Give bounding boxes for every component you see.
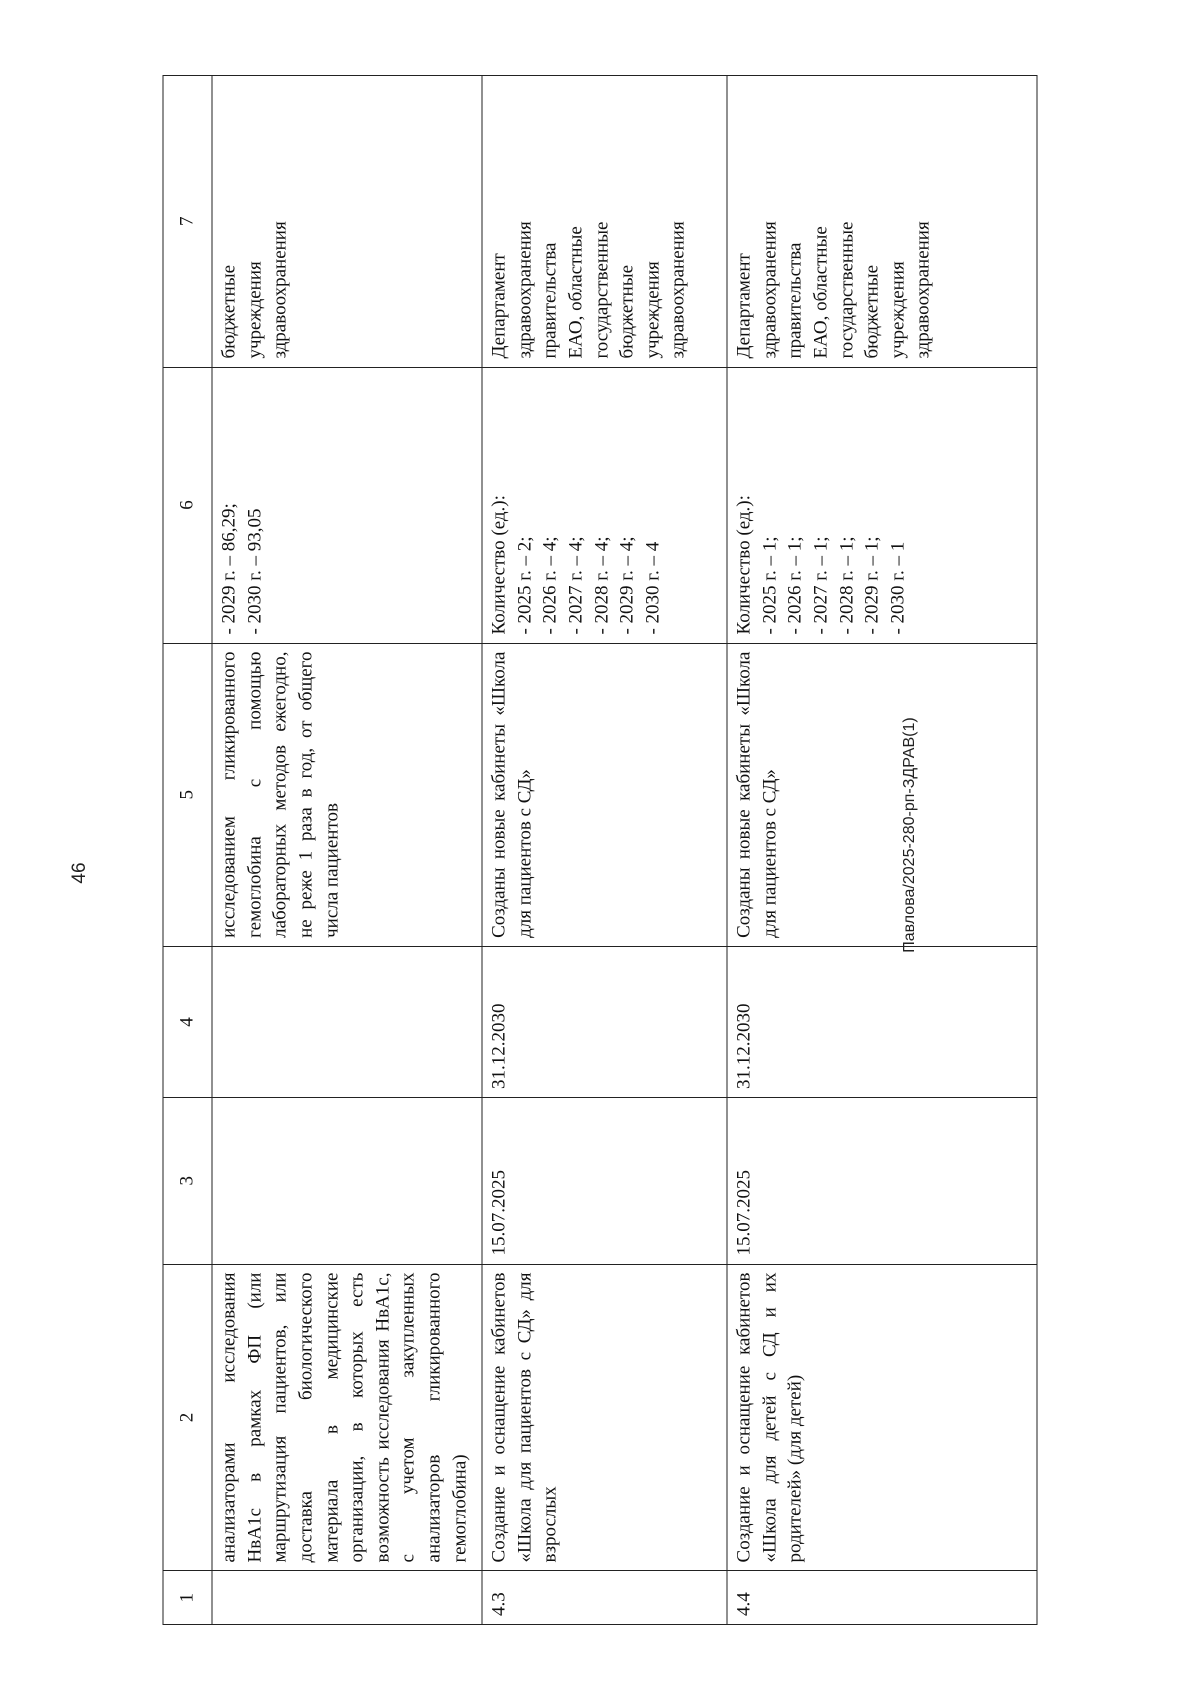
indicator-cell: - 2029 г. – 86,29; - 2030 г. – 93,05: [212, 367, 482, 643]
header-cell-4: 4: [163, 946, 212, 1097]
page-number: 46: [69, 862, 90, 884]
header-cell-5: 5: [163, 643, 212, 946]
responsible-cell: Департамент здравоохранения правительства ЕАО, областные государственные бюджетные учреждения здравоохранения: [727, 76, 1037, 368]
table-row: [212, 76, 482, 1625]
row-number-cell: [212, 1571, 482, 1625]
result-cell: исследованием гликированного гемоглобина с помощью лабораторных методов ежегодно, не реже 1 раза в год, от общего числа пациентов: [212, 643, 482, 946]
event-name-cell: анализаторами исследования HвA1c в рамках ФП (или маршрутизация пациентов, или доставка биологического материала в медицинские организации, в которых есть возможность исследования HвA1c, с учетом закупленных анализаторов гликированного гемоглобина): [212, 1264, 482, 1571]
end-date-cell: 31.12.2030: [727, 946, 1037, 1097]
header-row: [163, 76, 212, 1625]
header-cell-1: 1: [163, 1571, 212, 1625]
indicator-cell: Количество (ед.): - 2025 г. – 2; - 2026 г. – 4; - 2027 г. – 4; - 2028 г. – 4; - 2029 г. – 4; - 2030 г. – 4: [482, 367, 727, 643]
result-cell: Созданы новые кабинеты «Школа для пациентов с СД»: [482, 643, 727, 946]
responsible-cell: Департамент здравоохранения правительства ЕАО, областные государственные бюджетные учреждения здравоохранения: [482, 76, 727, 368]
header-cell-2: 2: [163, 1264, 212, 1571]
responsible-cell: бюджетные учреждения здравоохранения: [212, 76, 482, 368]
row-number-cell: 4.3: [482, 1571, 727, 1625]
document-code: Павлова/2025-280-рп-ЗДРАВ(1): [901, 717, 918, 953]
start-date-cell: 15.07.2025: [482, 1097, 727, 1264]
event-name-cell: Создание и оснащение кабинетов «Школа для детей с СД и их родителей» (для детей): [727, 1264, 1037, 1571]
header-cell-3: 3: [163, 1097, 212, 1264]
end-date-cell: 31.12.2030: [482, 946, 727, 1097]
row-number-cell: 4.4: [727, 1571, 1037, 1625]
header-cell-6: 6: [163, 367, 212, 643]
event-name-cell: Создание и оснащение кабинетов «Школа для пациентов с СД» для взрослых: [482, 1264, 727, 1571]
header-cell-7: 7: [163, 76, 212, 368]
result-cell: Созданы новые кабинеты «Школа для пациентов с СД»: [727, 643, 1037, 946]
table-row: [727, 76, 1037, 1625]
start-date-cell: [212, 1097, 482, 1264]
end-date-cell: [212, 946, 482, 1097]
indicator-cell: Количество (ед.): - 2025 г. – 1; - 2026 г. – 1; - 2027 г. – 1; - 2028 г. – 1; - 2029 г. – 1; - 2030 г. – 1: [727, 367, 1037, 643]
start-date-cell: 15.07.2025: [727, 1097, 1037, 1264]
table-row: [482, 76, 727, 1625]
